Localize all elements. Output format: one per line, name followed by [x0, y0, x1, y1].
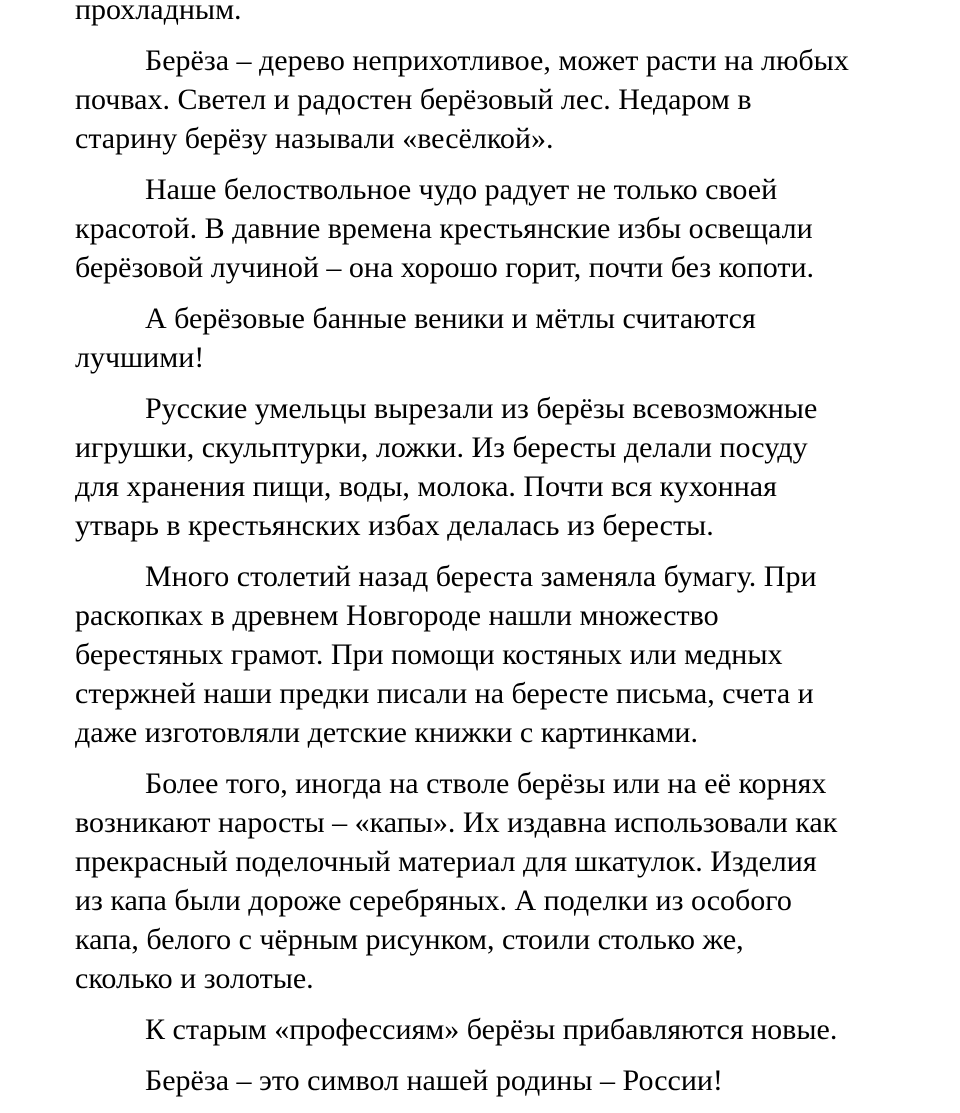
text-line: лучшими!	[75, 341, 205, 374]
text-line: прохладным.	[75, 0, 242, 26]
text-line: раскопках в древнем Новгороде нашли множество	[75, 599, 719, 632]
paragraph	[75, 764, 950, 998]
text-line: берёзовой лучиной – она хорошо горит, почти без копоти.	[75, 251, 815, 284]
text-line: капа, белого с чёрным рисунком, стоили столько же,	[75, 923, 744, 956]
paragraph	[75, 1010, 950, 1049]
paragraph	[75, 557, 950, 752]
text-line: стержней наши предки писали на бересте письма, счета и	[75, 677, 814, 710]
text-line: из капа были дороже серебряных. А поделки из особого	[75, 884, 792, 917]
paragraph	[75, 170, 950, 287]
text-line: берестяных грамот. При помощи костяных или медных	[75, 638, 783, 671]
text-line: Много столетий назад береста заменяла бумагу. При	[145, 560, 817, 593]
text-line: утварь в крестьянских избах делалась из бересты.	[75, 509, 714, 542]
text-line: Берёза – это символ нашей родины – России!	[145, 1064, 723, 1097]
text-line: старину берёзу называли «весёлкой».	[75, 122, 554, 155]
text-line: игрушки, скульптурки, ложки. Из бересты делали посуду	[75, 431, 808, 464]
document-page	[75, 0, 950, 1112]
text-line: К старым «профессиям» берёзы прибавляются новые.	[145, 1013, 838, 1046]
paragraph-continuation	[75, 0, 950, 29]
paragraph	[75, 389, 950, 545]
paragraph	[75, 41, 950, 158]
text-line: А берёзовые банные веники и мётлы считаются	[145, 302, 756, 335]
paragraph-final	[75, 1061, 950, 1100]
text-line: для хранения пищи, воды, молока. Почти вся кухонная	[75, 470, 777, 503]
text-line: почвах. Светел и радостен берёзовый лес. Недаром в	[75, 83, 752, 116]
paragraph	[75, 299, 950, 377]
text-line: возникают наросты – «капы». Их издавна использовали как	[75, 806, 838, 839]
text-line: Более того, иногда на стволе берёзы или на её корнях	[145, 767, 827, 800]
text-line: красотой. В давние времена крестьянские избы освещали	[75, 212, 813, 245]
text-line: Берёза – дерево неприхотливое, может расти на любых	[145, 44, 849, 77]
text-line: Наше белоствольное чудо радует не только своей	[145, 173, 778, 206]
text-line: даже изготовляли детские книжки с картинками.	[75, 716, 698, 749]
text-line: сколько и золотые.	[75, 962, 314, 995]
text-line: прекрасный поделочный материал для шкатулок. Изделия	[75, 845, 817, 878]
text-line: Русские умельцы вырезали из берёзы всевозможные	[145, 392, 818, 425]
